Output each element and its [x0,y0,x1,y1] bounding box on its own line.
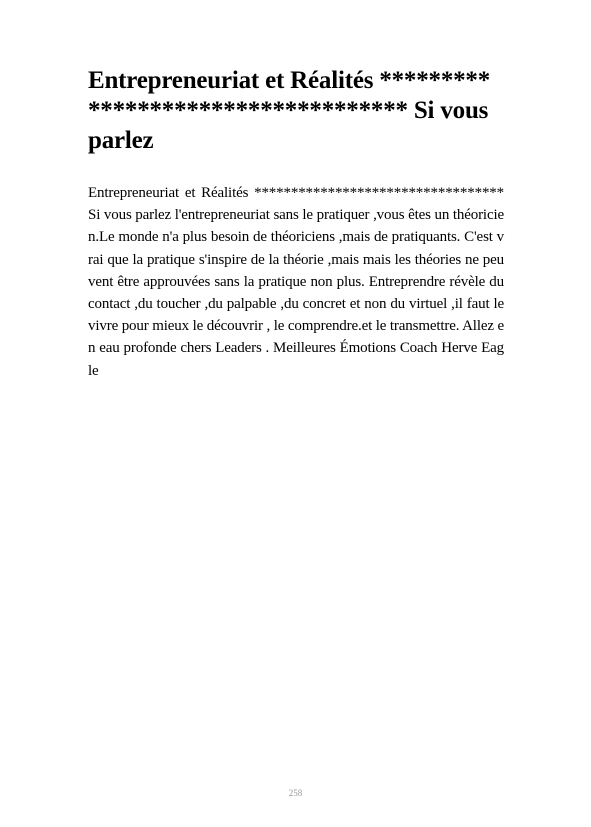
page-number: 258 [288,788,303,798]
document-title: Entrepreneuriat et Réalités ********* ************************** Si vous parlez [88,67,491,154]
document-body-paragraph: Entrepreneuriat et Réalités ********************************** Si vous parlez l'entrepreneuriat sans le pratiquer ,vous êtes un théoricien.Le monde n'a plus besoin de théoriciens ,mais de pratiquants. C'est vrai que la pratique s'inspire de la théorie ,mais mais les théories ne peuvent être approuvées sans la pratique non plus. Entreprendre révèle du contact ,du toucher ,du palpable ,du concret et non du virtuel ,il faut le vivre pour mieux le découvrir , le comprendre.et le transmettre. Allez en eau profonde chers Leaders . Meilleures Émotions Coach Herve Eagle [88,185,504,379]
